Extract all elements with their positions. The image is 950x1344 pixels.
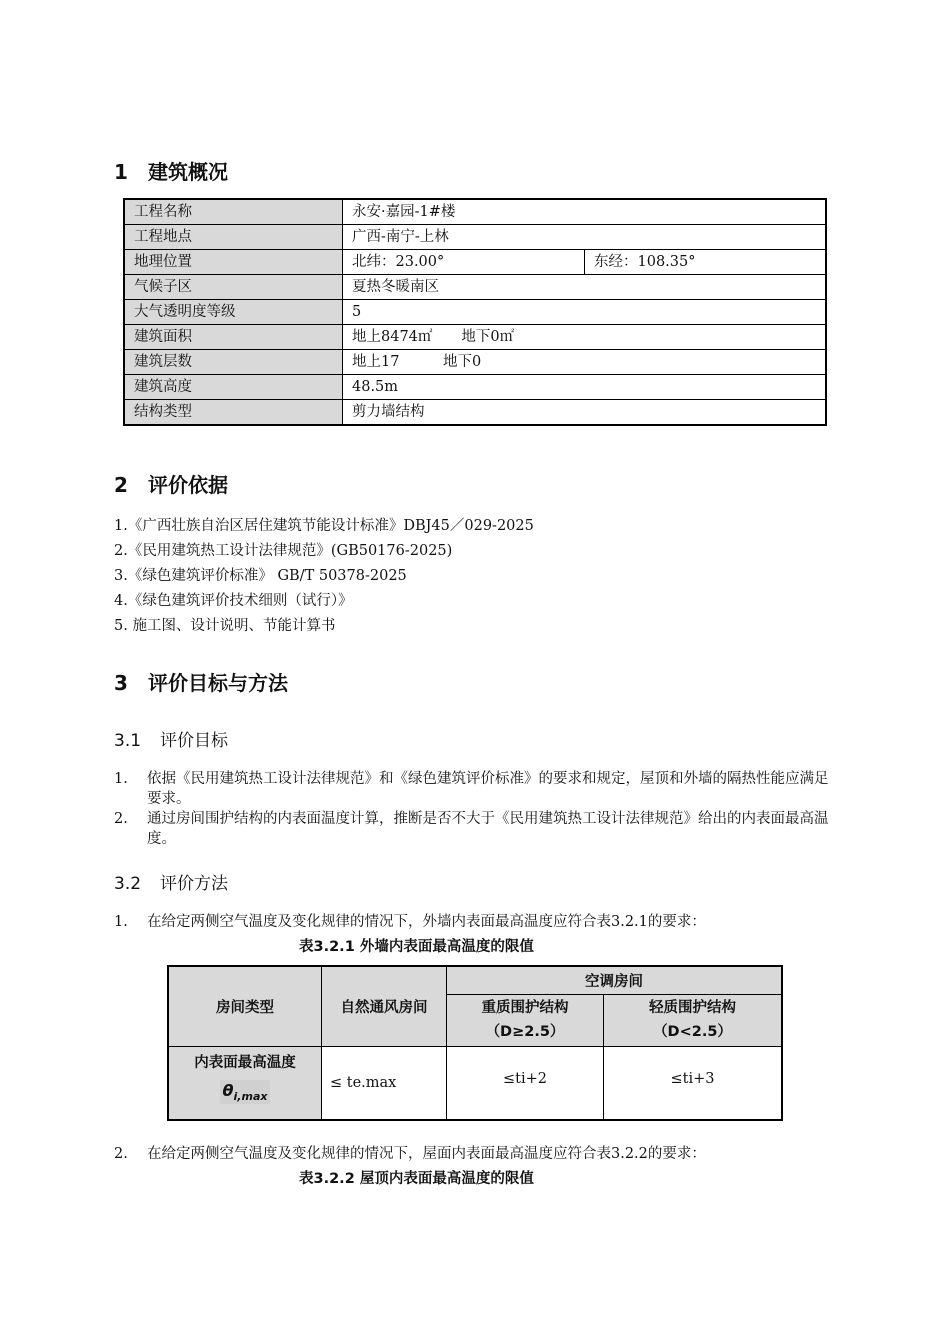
table-row [124,250,826,275]
table-row [168,966,782,994]
wall-limit-table [167,965,783,1121]
section-3-1-heading [114,726,228,751]
list-item: 4.《绿色建筑评价技术细则（试行）》 [114,593,353,609]
table-row [124,275,826,300]
row-value: 夏热冬暖南区 [343,275,827,300]
table-row [124,199,826,225]
reference-list [114,514,534,639]
light-value: ≤ti+3 [604,1046,783,1120]
latitude-value: 北纬：23.00° [343,250,585,275]
table-322-caption: 表3.2.2 屋顶内表面最高温度的限值 [299,1171,534,1187]
row-label: 建筑层数 [124,350,343,375]
header-natural: 自然通风房间 [322,966,447,1046]
table-row [124,350,826,375]
row-label: 建筑面积 [124,325,343,350]
section-2-heading [114,469,228,498]
row-label-text: 内表面最高温度 [194,1054,296,1071]
table-row [124,400,826,426]
row-label: 结构类型 [124,400,343,426]
method-item-1 [114,912,836,932]
row-value: 广西-南宁-上林 [343,225,827,250]
row-value: 永安·嘉园-1#楼 [343,199,827,225]
heavy-value: ≤ti+2 [447,1046,604,1120]
header-heavy [447,994,604,1046]
row-label: 建筑高度 [124,375,343,400]
section-number: 3.2 [114,874,142,894]
section-3-2-heading [114,869,228,894]
section-number: 2 [114,473,128,497]
row-label: 地理位置 [124,250,343,275]
list-item [114,912,836,932]
item-number: 2. [114,1146,128,1162]
header-ac: 空调房间 [447,966,783,994]
list-item [114,809,836,849]
section-number: 1 [114,160,128,184]
header-light-d: （D<2.5） [653,1024,732,1040]
row-value: 地上17 地下0 [343,350,827,375]
section-number: 3 [114,671,128,695]
item-number: 1. [114,914,128,930]
list-item: 3.《绿色建筑评价标准》 GB/T 50378-2025 [114,568,407,584]
item-text: 通过房间围护结构的内表面温度计算，推断是否不大于《民用建筑热工设计法律规范》给出的内表面最高温度。 [147,811,829,847]
header-room-type: 房间类型 [168,966,322,1046]
theta-symbol [220,1080,271,1104]
row-label: 气候子区 [124,275,343,300]
item-text: 在给定两侧空气温度及变化规律的情况下，屋面内表面最高温度应符合表3.2.2的要求： [147,1146,706,1162]
item-text: 依据《民用建筑热工设计法律规范》和《绿色建筑评价标准》的要求和规定，屋顶和外墙的隔热性能应满足要求。 [147,771,829,807]
method-item-2 [114,1144,836,1164]
row-label: 大气透明度等级 [124,300,343,325]
theta-char: θ [222,1080,234,1100]
list-item [114,769,836,809]
table-row [124,375,826,400]
natural-value: ≤ te.max [322,1046,447,1120]
row-value: 5 [343,300,827,325]
building-info-table [123,198,827,426]
theta-sub: i,max [233,1089,268,1103]
row-value: 剪力墙结构 [343,400,827,426]
section-title: 评价目标与方法 [148,671,288,695]
row-value: 48.5m [343,375,827,400]
table-row [124,325,826,350]
header-light [604,994,783,1046]
list-item [114,1144,836,1164]
list-item: 5. 施工图、设计说明、节能计算书 [114,618,336,634]
header-heavy-label: 重质围护结构 [481,1000,569,1016]
longitude-value: 东经：108.35° [585,250,827,275]
item-number: 1. [114,771,128,787]
section-number: 3.1 [114,731,142,751]
row-label [168,1046,322,1120]
section-title: 建筑概况 [148,160,228,184]
row-label: 工程名称 [124,199,343,225]
item-number: 2. [114,811,128,827]
header-heavy-d: （D≥2.5） [485,1024,565,1040]
header-light-label: 轻质围护结构 [649,1000,736,1016]
section-1-heading [114,156,228,185]
table-row [124,225,826,250]
goals-list [114,769,836,849]
section-title: 评价依据 [148,473,228,497]
list-item: 2.《民用建筑热工设计法律规范》(GB50176-2025) [114,543,453,559]
list-item: 1.《广西壮族自治区居住建筑节能设计标准》DBJ45／029-2025 [114,518,534,534]
section-title: 评价方法 [160,874,228,894]
table-row [168,1046,782,1120]
table-row [124,300,826,325]
row-value: 地上8474㎡ 地下0㎡ [343,325,827,350]
item-text: 在给定两侧空气温度及变化规律的情况下，外墙内表面最高温度应符合表3.2.1的要求： [147,914,706,930]
table-321-caption: 表3.2.1 外墙内表面最高温度的限值 [299,939,534,955]
section-title: 评价目标 [160,731,228,751]
row-label: 工程地点 [124,225,343,250]
section-3-heading [114,667,288,696]
